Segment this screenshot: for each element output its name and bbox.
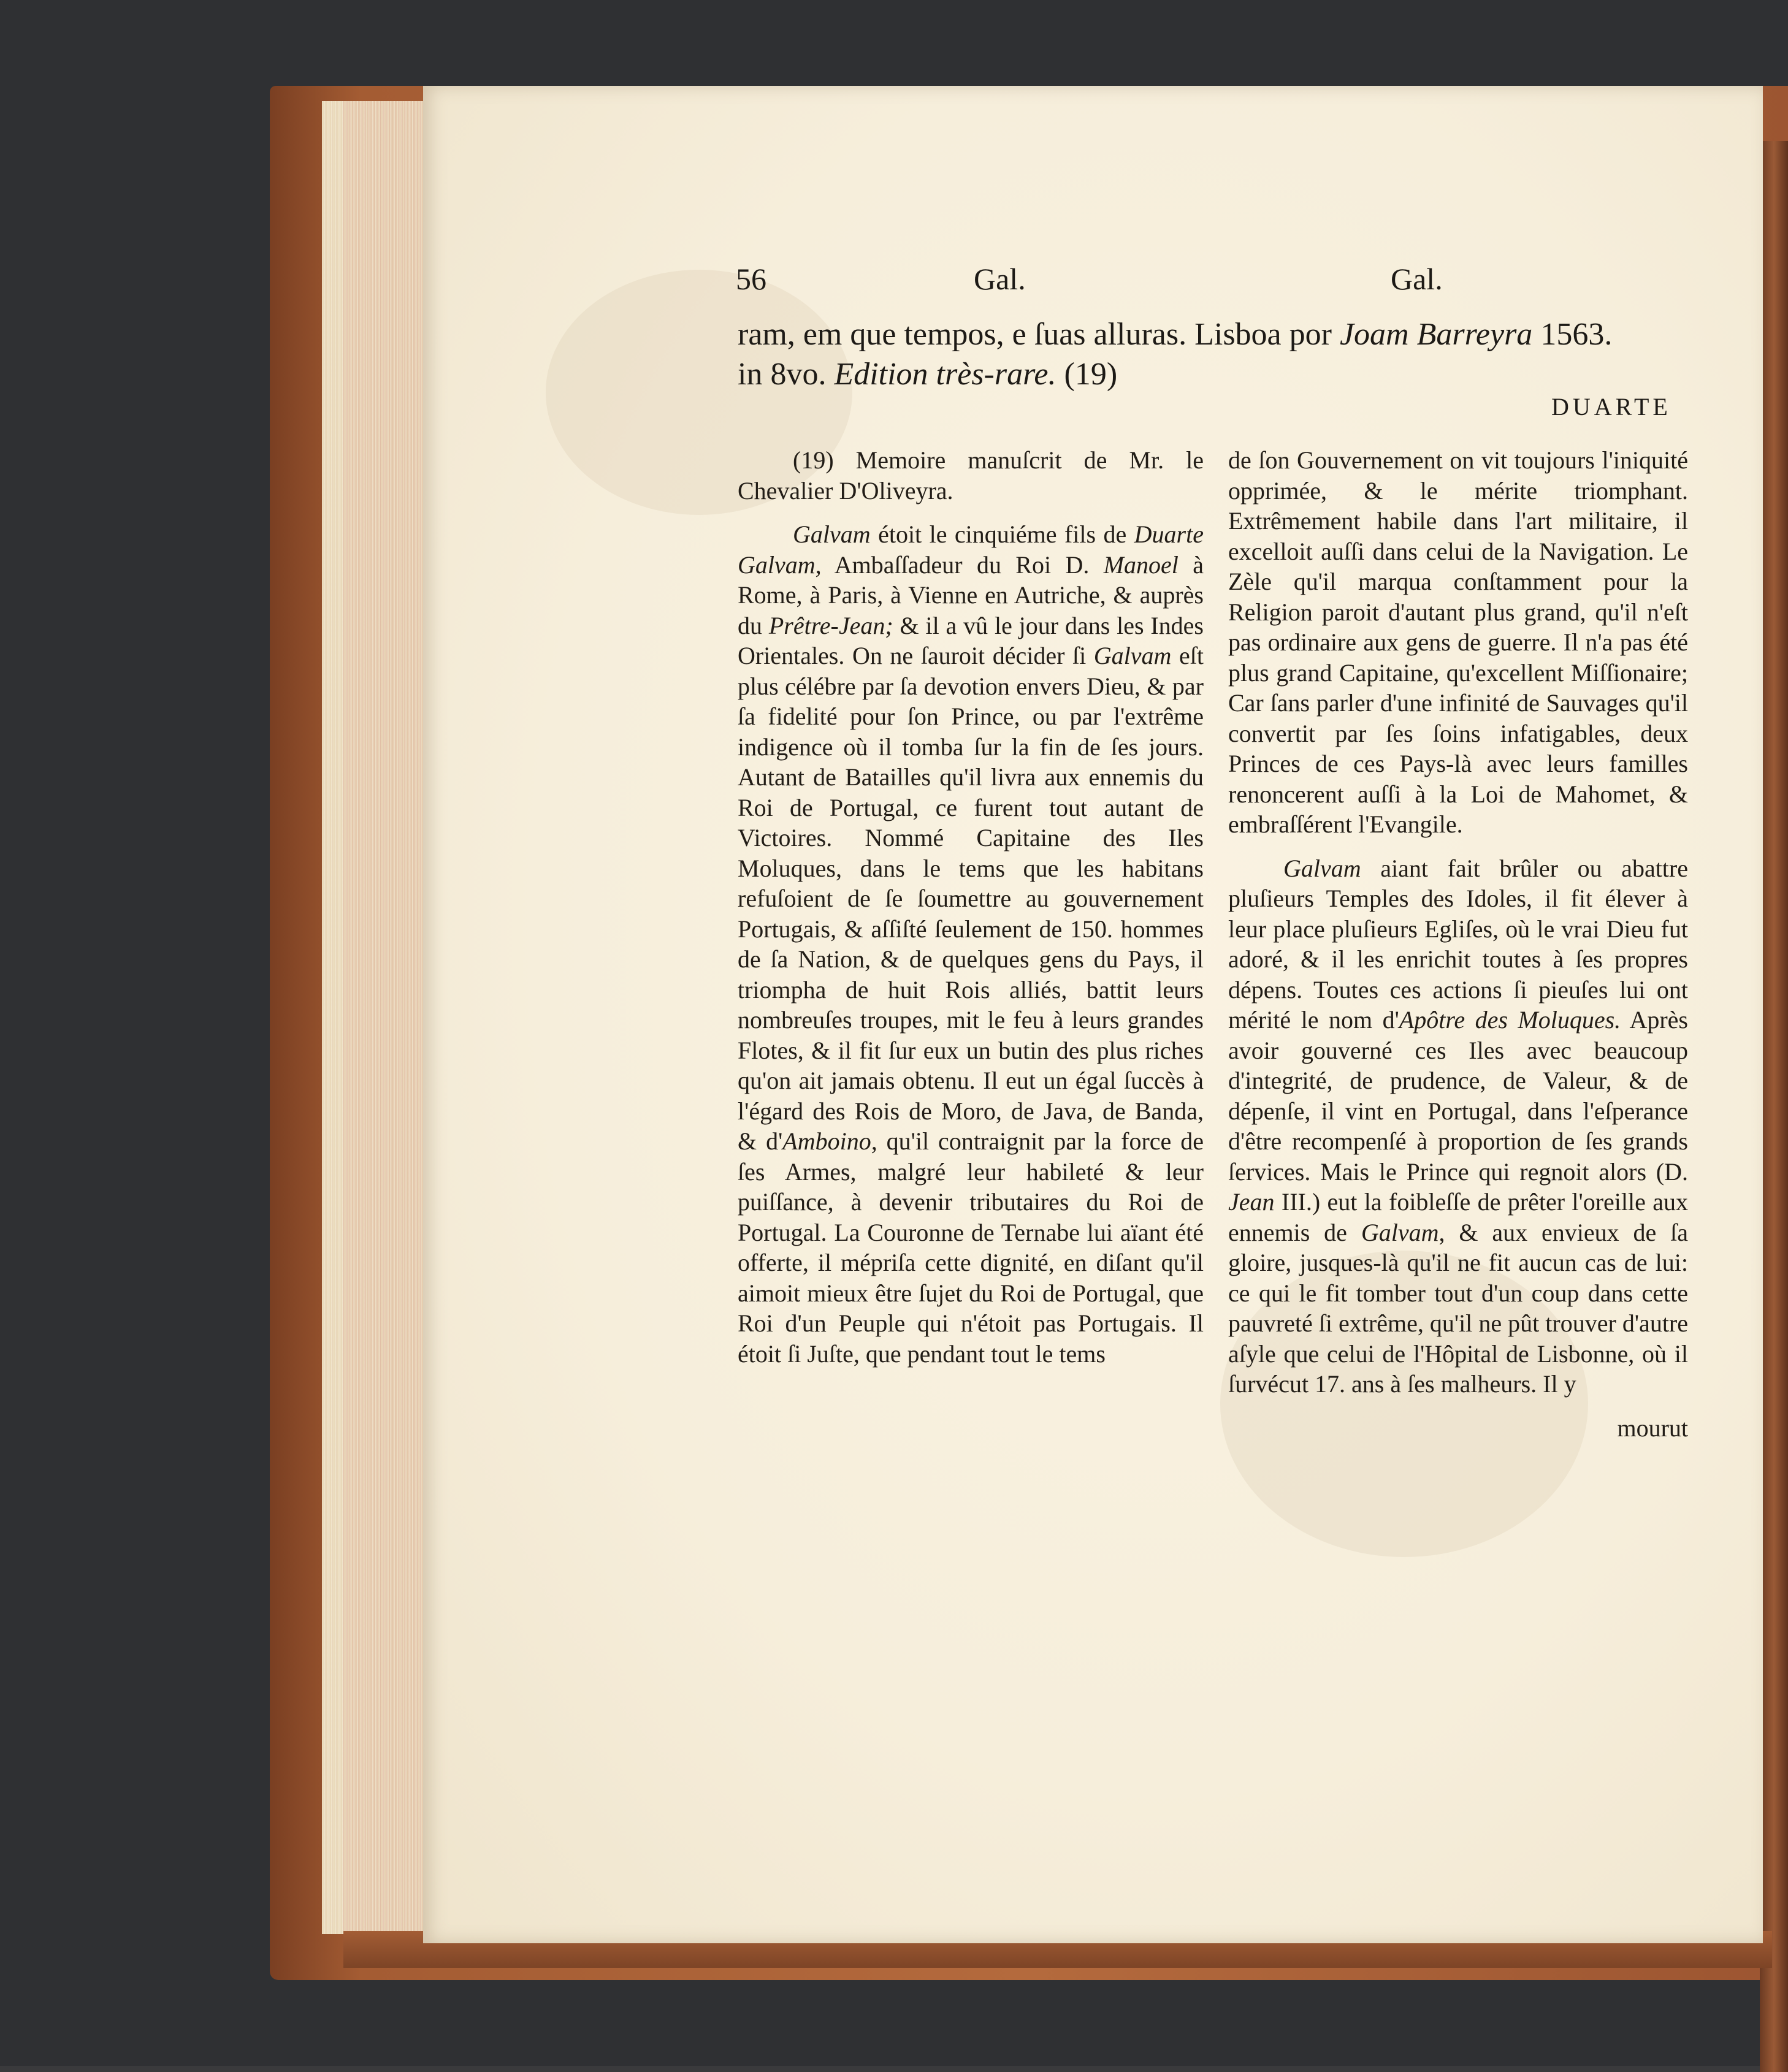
red-speckled-edge	[343, 101, 423, 1934]
title-year: 1563.	[1532, 317, 1613, 352]
right-paragraph-2	[1228, 853, 1688, 1400]
name-galvam: Galvam	[1093, 642, 1172, 669]
text-span: eſt plus célébre par ſa devotion envers Dieu, & par ſa fidelité pour ſon Prince, ou par l'extrême indigence où il tomba ſur la fin de ſes jours. Autant de Batailles qu'il livra aux ennemis du Roi de Portugal, ce furent tout autant de Victoires. Nommé Capitaine des Iles Moluques, dans le tems que les habitans refuſoient de ſe ſoumettre au gouvernement Portugais, & aſſiſté ſeulement de 150. hommes de ſa Nation, & de quelques gens du Pays, il triompha de huit Rois alliés, battit leurs nombreuſes troupes, mit le feu à leurs grandes Flotes, & il fit ſur eux un butin des plus riches qu'on ait jamais obtenu. Il eut un égal ſuccès à l'égard des Rois de Moro, de Java, de Banda, & d'	[738, 642, 1204, 1155]
title-edition-note: Edition très-rare.	[834, 357, 1056, 392]
text-span: étoit le cinquiéme fils de	[870, 520, 1134, 548]
text-span: à Rome, à Paris, à Vienne en Autriche, & auprès du	[738, 550, 1204, 639]
text-span: , & aux envieux de ſa gloire, jusques-là qu'il ne fit aucun cas de lui: ce qui le fit tomber tout d'un coup dans cette pauvreté ſi extrême, qu'il ne pût trouver d'autre aſyle que celui de l'Hôpital de Lisbonne, où il ſurvécut 17. ans à ſes malheurs. Il y	[1228, 1218, 1688, 1398]
page-number: 56	[736, 262, 766, 296]
footnote	[738, 445, 1204, 506]
name-galvam: Galvam	[1361, 1218, 1439, 1246]
title-line-1-text: ram, em que tempos, e ſuas alluras. Lisboa por	[738, 317, 1340, 352]
catchword-bottom: mourut	[1617, 1414, 1688, 1442]
name-amboino: Amboino,	[782, 1127, 877, 1155]
name-jean: Jean	[1228, 1188, 1275, 1216]
cover-right-edge	[1760, 141, 1788, 2072]
text-span: Ambaſſadeur du Roi D.	[821, 550, 1104, 579]
name-duarte-galvam: Duarte Galvam,	[738, 520, 1204, 579]
running-head-left: Gal.	[974, 262, 1026, 296]
text-span: III.) eut la foibleſſe de prêter l'oreille aux ennemis de	[1228, 1188, 1688, 1246]
text-span: & il a vû le jour dans les Indes Orientales. On ne ſauroit décider ſi	[738, 611, 1204, 669]
left-column	[738, 445, 1204, 1369]
footnote-text: (19) Memoire manuſcrit de Mr. le Chevalier D'Oliveyra.	[738, 446, 1204, 505]
right-column	[1228, 445, 1688, 1443]
title-line-1	[738, 319, 1612, 351]
name-galvam: Galvam	[1283, 854, 1361, 882]
left-paragraph	[738, 519, 1204, 1369]
title-line-2	[738, 359, 1117, 390]
text-span: aiant fait brûler ou abattre pluſieurs Temples des Idoles, il fit élever à leur place pluſieurs Egliſes, où le vrai Dieu fut adoré, & il les enrichit toutes à ſes propres dépens. Toutes ces actions ſi pieuſes lui ont mérité le nom d'	[1228, 854, 1688, 1034]
running-head-right: Gal.	[1391, 262, 1443, 296]
title-footnote-ref: (19)	[1056, 357, 1118, 392]
title-author: Joam Barreyra	[1339, 317, 1533, 352]
name-manoel: Manoel	[1103, 550, 1179, 579]
text-span: qu'il contraignit par la force de ſes Armes, malgré leur habileté & leur puiſſance, à devenir tributaires du Roi de Portugal. La Couronne de Ternabe lui aïant été offerte, il mépriſa cette dignité, en diſant qu'il aimoit mieux être ſujet du Roi de Portugal, que Roi d'un Peuple qui n'étoit pas Portugais. Il étoit ſi Juſte, que pendant tout le tems	[738, 1127, 1204, 1368]
title-format: in 8vo.	[738, 357, 835, 392]
right-paragraph-1: de ſon Gouvernement on vit toujours l'iniquité opprimée, & le mérite triomphant. Extrêmement habile dans l'art militaire, il excelloit auſſi dans celui de la Navigation. Le Zèle qu'il marqua conſtamment pour la Religion paroit d'autant plus grand, qu'il n'eſt pas ordinaire aux gens de guerre. Il n'a pas été plus grand Capitaine, qu'excellent Miſſionaire; Car ſans parler d'une infinité de Sauvages qu'il convertit par ſes ſoins infatigables, deux Princes de ces Pays-là avec leurs familles renoncerent auſſi à la Loi de Mahomet, & embraſſérent l'Evangile.	[1228, 446, 1688, 838]
title-apotre: Apôtre des Moluques.	[1399, 1006, 1621, 1034]
name-galvam: Galvam	[793, 520, 871, 548]
name-pretre-jean: Prêtre-Jean;	[768, 611, 893, 639]
text-span: Après avoir gouverné ces Iles avec beaucoup d'integrité, de prudence, de Valeur, & de dépenſe, il vint en Portugal, dans l'eſperance d'être recompenſé à proportion de ſes grands ſervices. Mais le Prince qui regnoit alors (D.	[1228, 1006, 1688, 1186]
catchword-top: DUARTE	[1551, 393, 1671, 421]
